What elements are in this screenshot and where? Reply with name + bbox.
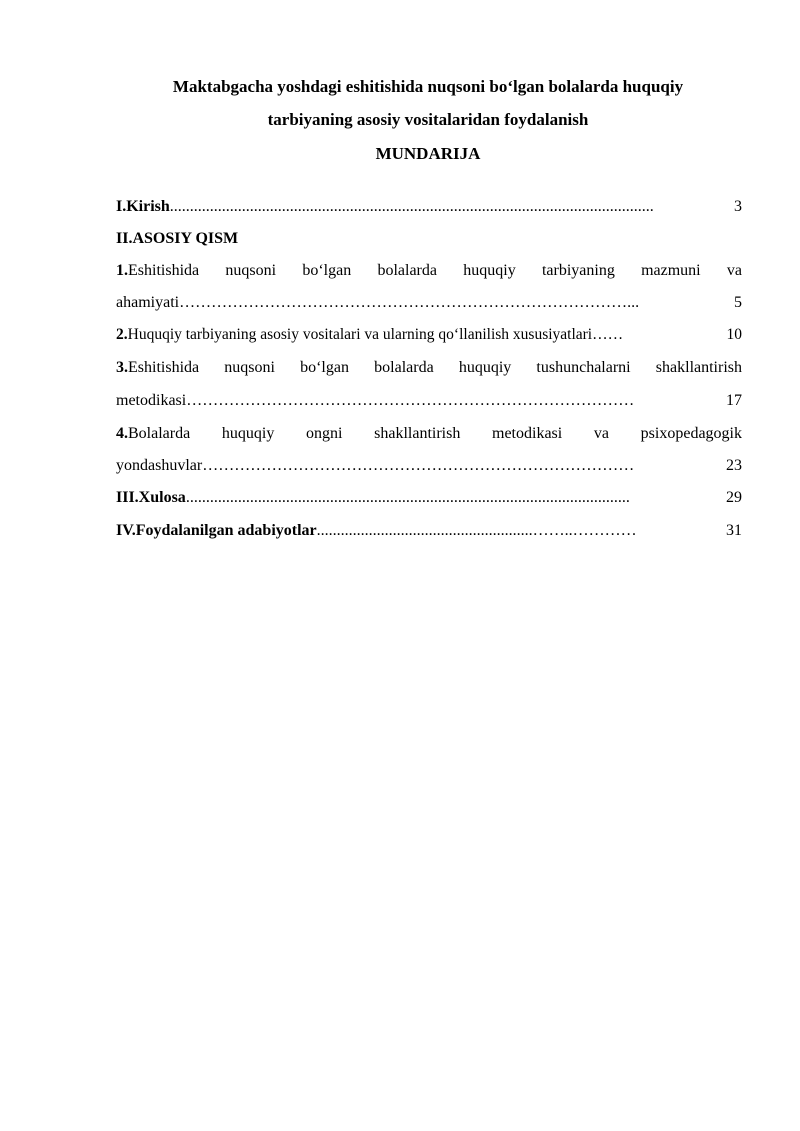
toc-entry-text: yondashuvlar [116,457,203,474]
toc-entry-3-line-1[interactable] [116,358,742,378]
dot-leader: …………………………………………………………………………... [179,294,640,311]
toc-entry-label: III.Xulosa [116,489,186,506]
toc-entry-3-line-2[interactable] [116,391,742,411]
toc-entry-text: Eshitishida nuqsoni bo‘lgan bolalarda huquqiy tarbiyaning mazmuni va [128,262,742,279]
toc-entry-text: ahamiyati [116,294,180,311]
toc-entry-2[interactable] [116,325,742,345]
toc-entry-4-line-1[interactable] [116,424,742,444]
toc-page-number: 23 [726,457,742,474]
toc-entry-1-line-2[interactable] [116,293,742,313]
toc-section-asosiy-qism[interactable]: II.ASOSIY QISM [116,230,239,247]
toc-entry-label: IV.Foydalanilgan adabiyotlar [116,522,317,539]
toc-page-number: 31 [726,522,742,539]
dot-leader: ………………………………………………………………………… [186,392,635,409]
dot-leader: …… [592,326,624,343]
toc-entry-number: 1. [116,262,128,279]
dot-leader: ............................................................................................................... [185,489,630,506]
toc-entry-1-line-1[interactable] [116,261,742,281]
toc-entry-text: Huquqiy tarbiyaning asosiy vositalari va ularning qo‘llanilish xususiyatlari [127,326,593,343]
toc-entry-xulosa[interactable] [116,488,742,508]
toc-heading: MUNDARIJA [375,144,481,163]
toc-page-number: 3 [734,198,742,215]
toc-entry-text: Bolalarda huquqiy ongni shakllantirish metodikasi va psixopedagogik [128,425,742,442]
toc-entry-adabiyotlar[interactable] [116,521,742,541]
toc-entry-number: 3. [116,359,128,376]
toc-page-number: 29 [726,489,742,506]
toc-entry-kirish[interactable] [116,197,742,217]
toc-page-number: 17 [726,392,742,409]
dot-leader: ......................................................……..………… [316,522,637,539]
toc-entry-label: I.Kirish [116,198,170,215]
toc-page-number: 5 [734,294,742,311]
toc-entry-4-line-2[interactable] [116,456,742,476]
document-title-line-1: Maktabgacha yoshdagi eshitishida nuqsoni bo‘lgan bolalarda huquqiy [172,77,684,96]
document-title-line-2: tarbiyaning asosiy vositalaridan foydalanish [267,110,589,129]
toc-entry-number: 2. [116,326,128,343]
dot-leader: ......................................................................................................................... [169,198,654,215]
toc-entry-number: 4. [116,425,128,442]
dot-leader: ……………………………………………………………………… [202,457,635,474]
toc-entry-text: Eshitishida nuqsoni bo‘lgan bolalarda huquqiy tushunchalarni shakllantirish [128,359,742,376]
toc-entry-text: metodikasi [116,392,187,409]
toc-page-number: 10 [726,326,742,343]
